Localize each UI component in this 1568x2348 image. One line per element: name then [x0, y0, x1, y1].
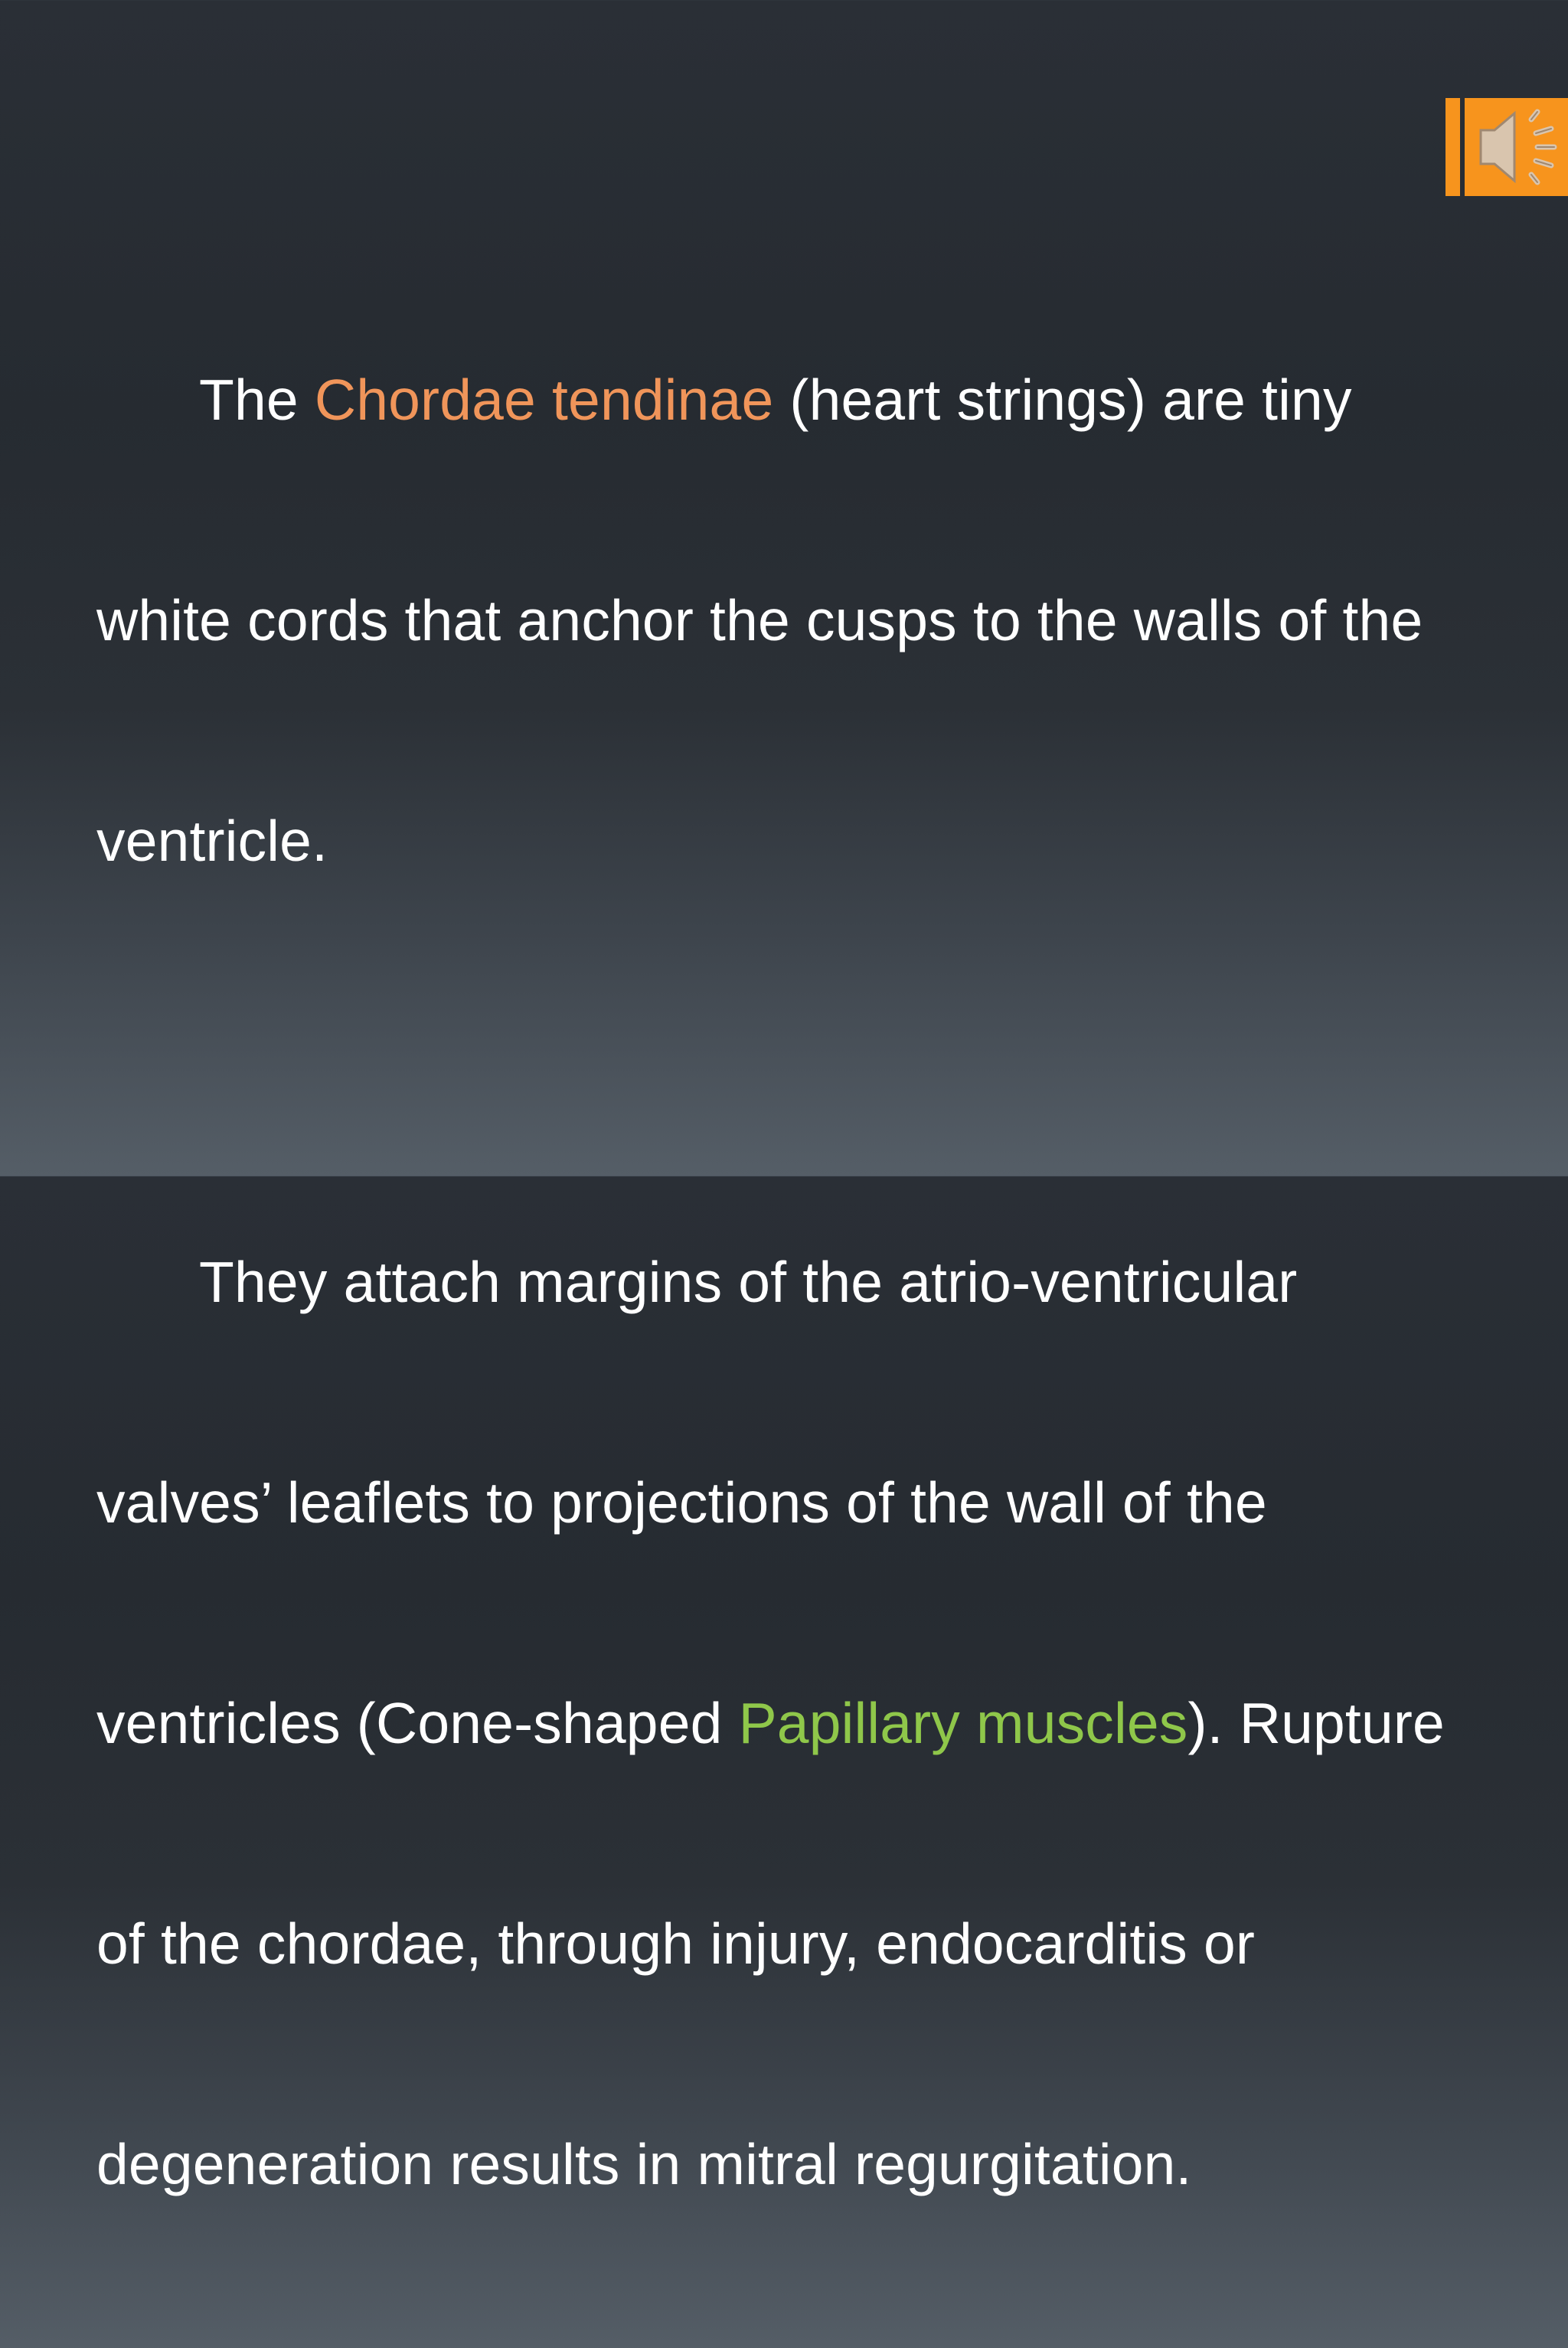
text-line: valves’ leaflets to projections of the wall of the: [96, 1470, 1267, 1535]
audio-playback-button[interactable]: [1446, 98, 1568, 196]
text-segment: They attach margins of the atrio-ventricular: [199, 1250, 1298, 1314]
highlight-chordae-tendinae: Chordae tendinae: [314, 368, 774, 432]
text-line: ventricle.: [96, 809, 328, 873]
text-line: [96, 1686, 1536, 1760]
text-segment: ventricles (Cone-shaped: [96, 1691, 739, 1755]
text-line: white cords that anchor the cusps to the walls of the: [96, 588, 1423, 652]
text-segment: ). Rupture: [1187, 1691, 1445, 1755]
paragraph-attachment: [96, 1098, 1536, 2348]
paragraph-chordae-tendinae: [96, 216, 1536, 1025]
text-segment: The: [199, 368, 315, 432]
text-segment: (heart strings) are tiny: [773, 368, 1352, 432]
slide-body: [96, 216, 1536, 2348]
text-line: of the chordae, through injury, endocarditis or: [96, 1911, 1256, 1976]
highlight-papillary-muscles: Papillary muscles: [738, 1691, 1188, 1755]
speaker-volume-icon: [1446, 98, 1568, 196]
text-line: [96, 363, 1536, 437]
text-line: degeneration results in mitral regurgitation.: [96, 2132, 1192, 2196]
text-line: [96, 1245, 1536, 1319]
